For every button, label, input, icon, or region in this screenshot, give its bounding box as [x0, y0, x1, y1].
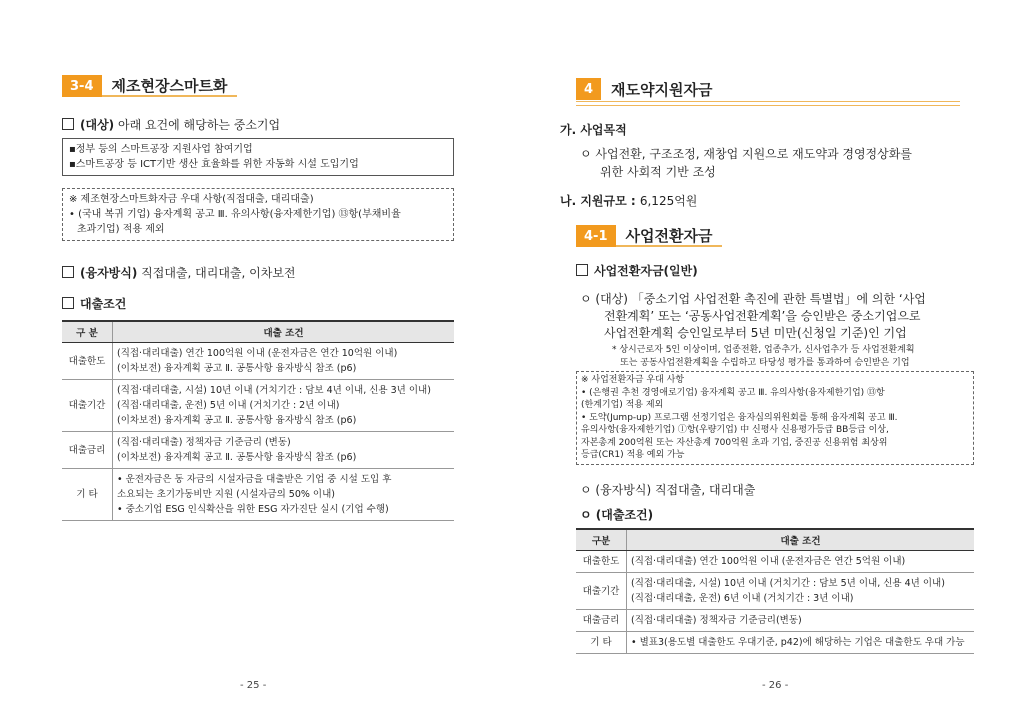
purpose-line: 위한 사회적 기반 조성 [600, 165, 716, 179]
method-line [62, 265, 296, 281]
preference-box [576, 371, 974, 465]
purpose-line: ㅇ 사업전환, 구조조정, 재창업 지원으로 재도약과 경영정상화를 [580, 147, 912, 161]
table-header: 대출 조건 [113, 321, 455, 343]
section-number: 3-4 [62, 75, 102, 97]
target-note: 또는 공동사업전환계획을 수립하고 타당성 평가를 통과하여 승인받은 기업 [620, 358, 910, 368]
row-line: (이차보전) 융자계획 공고 Ⅱ. 공통사항 융자방식 참조 (p6) [117, 452, 357, 463]
page-number: - 26 - [762, 680, 789, 691]
checkbox-square-icon [576, 264, 588, 276]
target-note: * 상시근로자 5인 이상이며, 업종전환, 업종추가, 신사업추가 등 사업전환계획 [612, 345, 915, 355]
row-key: 대출기간 [62, 380, 113, 432]
checkbox-square-icon [62, 266, 74, 278]
row-line: (직접·대리대출) 정책자금 기준금리 (변동) [117, 437, 291, 448]
target-text: 아래 요건에 해당하는 중소기업 [114, 118, 281, 132]
table-row [62, 432, 454, 469]
section-title: 재도약지원자금 [611, 80, 713, 99]
preference-item: 초과기업) 적용 제외 [77, 224, 165, 235]
scale-line [560, 193, 697, 209]
page-number: - 25 - [240, 680, 267, 691]
general-head: 사업전환자금(일반) [594, 264, 698, 278]
target-box [62, 138, 454, 176]
table-row [576, 632, 974, 654]
row-key: 대출한도 [576, 551, 627, 573]
subsection-number: 4-1 [576, 225, 616, 247]
row-value [627, 573, 975, 610]
section-number: 4 [576, 78, 601, 100]
preference-title: ※ 제조현장스마트화자금 우대 사항(직접대출, 대리대출) [69, 194, 314, 205]
target-line: ㅇ (대상) 「중소기업 사업전환 촉진에 관한 특별법」에 의한 ‘사업 [580, 292, 926, 306]
checkbox-square-icon [62, 297, 74, 309]
row-line: 소요되는 초기가동비만 지원 (시설자금의 50% 이내) [117, 489, 335, 500]
conditions-heading: ㅇ (대출조건) [580, 508, 654, 522]
row-line: (직접·대리대출, 시설) 10년 이내 (거치기간 : 담보 5년 이내, 신용 4년 이내) [631, 578, 945, 589]
target-line: 전환계획’ 또는 ‘공동사업전환계획’을 승인받은 중소기업으로 [604, 309, 921, 323]
table-header: 대출 조건 [627, 529, 975, 551]
target-line [62, 117, 280, 133]
scale-head: 나. 지원규모 : [560, 194, 640, 208]
row-line: • 중소기업 ESG 인식확산을 위한 ESG 자가진단 실시 (기업 수행) [117, 504, 389, 515]
row-key: 대출한도 [62, 343, 113, 380]
row-value [113, 432, 455, 469]
row-line: (직접·대리대출) 연간 100억원 이내 (운전자금은 연간 10억원 이내) [117, 348, 398, 359]
target-item: ▪스마트공장 등 ICT기반 생산 효율화를 위한 자동화 시설 도입기업 [69, 159, 359, 170]
row-line: (직접·대리대출) 정책자금 기준금리(변동) [631, 615, 802, 626]
target-line: 사업전환계획 승인일로부터 5년 미만(신청일 기준)인 기업 [604, 326, 907, 340]
method-head: (융자방식) [80, 266, 138, 280]
row-key: 기 타 [62, 469, 113, 521]
method-text: 직접대출, 대리대출, 이차보전 [137, 266, 296, 280]
row-line: (이차보전) 융자계획 공고 Ⅱ. 공통사항 융자방식 참조 (p6) [117, 415, 357, 426]
table-row [62, 469, 454, 521]
preference-item: • (국내 복귀 기업) 융자계획 공고 Ⅲ. 유의사항(융자제한기업) ⑬항(부채비율 [69, 209, 401, 220]
method-line: ㅇ (융자방식) 직접대출, 대리대출 [580, 483, 756, 497]
preference-item: • (은행권 추천 경영애로기업) 융자계획 공고 Ⅲ. 유의사항(융자제한기업) ⑬항 [581, 387, 885, 398]
table-row [576, 610, 974, 632]
table-header: 구 분 [62, 321, 113, 343]
loan-conditions-table [62, 320, 454, 521]
row-value [113, 380, 455, 432]
table-row [62, 343, 454, 380]
scale-value: 6,125억원 [639, 194, 698, 208]
row-line: (직접·대리대출, 운전) 6년 이내 (거치기간 : 3년 이내) [631, 593, 854, 604]
target-head: (대상) [80, 118, 115, 132]
row-key: 대출기간 [576, 573, 627, 610]
row-line: (직접·대리대출) 연간 100억원 이내 (운전자금은 연간 5억원 이내) [631, 556, 906, 567]
table-header-row [62, 321, 454, 343]
row-value [113, 343, 455, 380]
row-line: (이차보전) 융자계획 공고 Ⅱ. 공통사항 융자방식 참조 (p6) [117, 363, 357, 374]
preference-item: 등급(CR1) 적용 예외 가능 [581, 450, 685, 460]
row-key: 대출금리 [576, 610, 627, 632]
table-header-row [576, 529, 974, 551]
right-page [512, 0, 1024, 724]
preference-item: • 도약(Jump-up) 프로그램 선정기업은 융자심의위원회를 통해 융자계획 공고 Ⅲ. [581, 412, 898, 423]
preference-box [62, 188, 454, 241]
preference-item: 자본총계 200억원 또는 자산총계 700억원 초과 기업, 중진공 신용위험 최상위 [581, 437, 888, 448]
preference-item: 유의사항(융자제한기업) ⓛ항(우량기업) 中 신평사 신용평가등급 BB등급 이상, [581, 425, 889, 435]
table-row [576, 551, 974, 573]
row-value [113, 469, 455, 521]
row-line: • 별표3(용도별 대출한도 우대기준, p42)에 해당하는 기업은 대출한도 우대 가능 [631, 637, 965, 648]
section-title: 제조현장스마트화 [102, 75, 238, 97]
subsection-title: 사업전환자금 [616, 225, 723, 247]
row-value [627, 610, 975, 632]
row-line: (직접·대리대출, 운전) 5년 이내 (거치기간 : 2년 이내) [117, 400, 340, 411]
row-value [627, 632, 975, 654]
table-header: 구분 [576, 529, 627, 551]
preference-item: (한계기업) 적용 제외 [581, 400, 664, 410]
general-heading [576, 263, 698, 279]
subsection-heading [576, 225, 722, 247]
conditions-heading [62, 296, 126, 312]
purpose-head: 가. 사업목적 [560, 123, 627, 137]
checkbox-square-icon [62, 118, 74, 130]
table-row [576, 573, 974, 610]
table-row [62, 380, 454, 432]
row-value [627, 551, 975, 573]
preference-title: ※ 사업전환자금 우대 사항 [581, 375, 685, 385]
row-key: 기 타 [576, 632, 627, 654]
row-line: • 운전자금은 동 자금의 시설자금을 대출받은 기업 중 시설 도입 후 [117, 474, 392, 485]
loan-conditions-table [576, 528, 974, 654]
target-item: ▪정부 등의 스마트공장 지원사업 참여기업 [69, 144, 253, 155]
heading-rule [576, 101, 960, 106]
section-heading [576, 78, 722, 100]
section-heading [62, 75, 237, 97]
conditions-head: 대출조건 [80, 297, 127, 311]
row-line: (직접·대리대출, 시설) 10년 이내 (거치기간 : 담보 4년 이내, 신용 3년 이내) [117, 385, 431, 396]
row-key: 대출금리 [62, 432, 113, 469]
